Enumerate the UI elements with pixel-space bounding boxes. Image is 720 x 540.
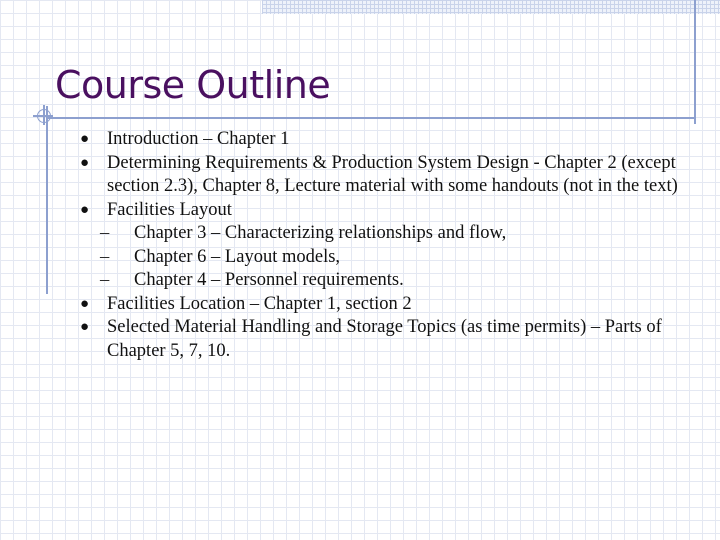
bullet-icon: ● [80,131,90,147]
dash-icon: – [100,223,110,243]
sub-list-item-text: Chapter 6 – Layout models, [134,246,341,267]
sub-list-item-text: Chapter 4 – Personnel requirements. [134,270,404,290]
slide-title: Course Outline [55,63,331,107]
bullet-icon: ● [80,201,90,218]
list-item-text: Facilities Location – Chapter 1, section 2 [107,293,412,314]
list-item-text: Determining Requirements & Production System Design - Chapter 2 (except section 2.3), Chapter 8, Lecture material with some handouts (not in the text) [107,152,678,196]
dash-icon: – [100,270,110,290]
list-item [80,293,680,317]
header-decoration-band [262,0,720,14]
crosshair-icon [37,109,51,123]
list-item [80,128,680,152]
right-decoration-line [694,0,696,124]
list-item [80,152,680,199]
list-item [80,199,680,223]
left-decoration-line [46,106,48,294]
bullet-icon: ● [80,295,90,312]
dash-icon: – [100,246,110,267]
course-outline-list [80,128,680,363]
list-item-text: Facilities Layout [107,199,232,220]
sub-list-item [80,246,680,270]
bullet-icon: ● [80,154,90,171]
bullet-icon: ● [80,319,90,335]
list-item-text: Selected Material Handling and Storage Topics (as time permits) – Parts of Chapter 5, 7, 10. [107,317,662,361]
title-underline-rule [46,117,696,119]
list-item [80,316,680,363]
sub-list-item [80,222,680,246]
sub-list-item [80,269,680,293]
sub-list-item-text: Chapter 3 – Characterizing relationships and flow, [134,223,507,243]
list-item-text: Introduction – Chapter 1 [107,129,290,149]
